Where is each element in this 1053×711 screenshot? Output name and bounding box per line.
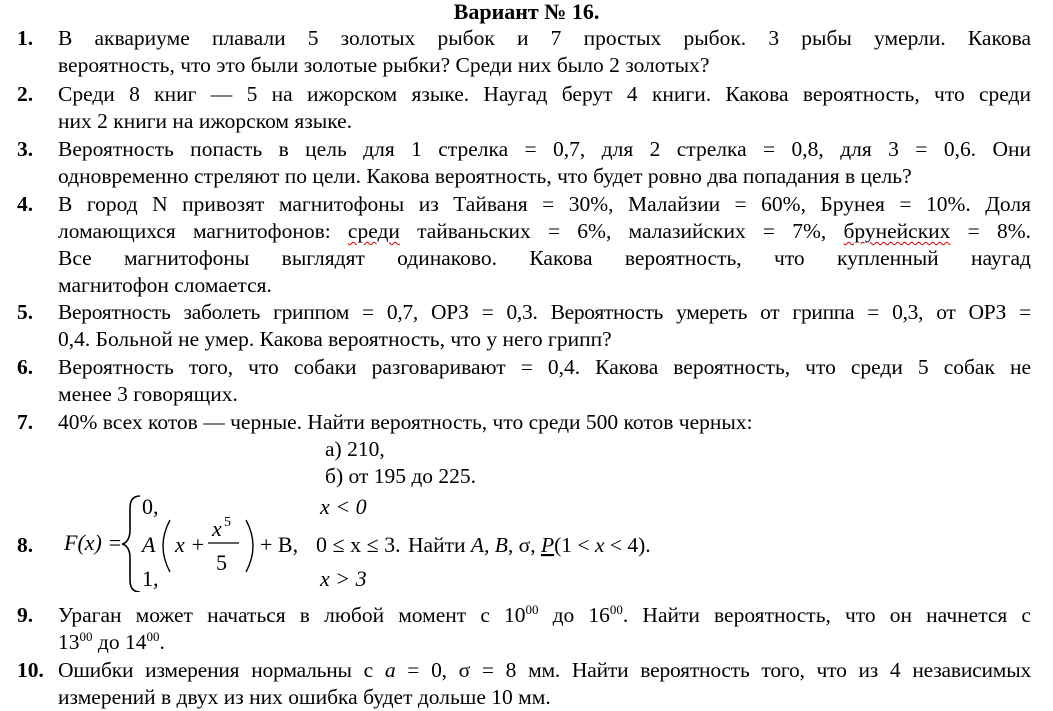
- spellcheck-word: среди: [347, 219, 400, 243]
- task-range-open: (1 <: [554, 533, 595, 557]
- fraction-denominator: 5: [216, 550, 227, 575]
- problem-number: 9.: [17, 603, 34, 627]
- superscript: 00: [609, 602, 623, 617]
- problem-text-line: Все магнитофоны выглядят одинаково. Какова вероятность, что купленный наугад: [58, 246, 1031, 270]
- piecewise-function-formula: [58, 492, 758, 592]
- problem-text-line: Среди 8 книг — 5 на ижорском языке. Наугад берут 4 книги. Какова вероятность, что среди: [58, 82, 1031, 106]
- page-title: Вариант № 16.: [453, 0, 600, 24]
- case1-value: 0,: [142, 494, 159, 519]
- formula-lhs: F(x) =: [64, 530, 123, 555]
- problem-number: 1.: [17, 26, 34, 50]
- text-fragment: . Найти вероятность, что он начнется с: [622, 603, 1031, 627]
- problem-text-line: менее 3 говорящих.: [58, 382, 238, 406]
- problem-number: 6.: [17, 355, 34, 379]
- text-fragment: ломающихся магнитофонов:: [58, 219, 348, 243]
- case2-tail: + B,: [260, 532, 299, 557]
- case2-condition: 0 ≤ x ≤ 3.: [316, 532, 401, 557]
- text-fragment: до 14: [92, 630, 147, 654]
- task-vars: A, B,: [470, 533, 514, 557]
- superscript: 00: [146, 629, 160, 644]
- problem-text-line: измерений в двух из них ошибка будет дольше 10 мм.: [58, 685, 551, 709]
- problem-subitem-b: б) от 195 до 225.: [325, 464, 477, 488]
- case2-x-term: x +: [175, 532, 206, 557]
- math-variable: a: [384, 658, 396, 682]
- task-variable: x: [594, 533, 605, 557]
- problem-text-line: одновременно стреляют по цели. Какова вероятность, что будет ровно два попадания в цель?: [58, 164, 912, 188]
- right-paren: [246, 520, 253, 572]
- spellcheck-word: брунейских: [843, 219, 951, 243]
- problem-text-line: В аквариуме плавали 5 золотых рыбок и 7 простых рыбок. 3 рыбы умерли. Какова: [58, 26, 1031, 50]
- problem-text-line: Вероятность попасть в цель для 1 стрелка = 0,7, для 2 стрелка = 0,8, для 3 = 0,6. Они: [58, 137, 1031, 161]
- text-fragment: = 8%.: [950, 219, 1031, 243]
- fraction-exponent: 5: [224, 515, 231, 530]
- problem-text-line: [58, 218, 1031, 245]
- left-paren: [163, 520, 170, 572]
- text-fragment: до 16: [538, 603, 610, 627]
- problem-text-line: Вероятность того, что собаки разговаривают = 0,4. Какова вероятность, что среди 5 собак не: [58, 355, 1031, 379]
- superscript: 00: [525, 602, 539, 617]
- task-prefix: Найти: [408, 533, 471, 557]
- case2-coefficient: A: [142, 532, 156, 557]
- text-fragment: Ураган может начаться в любой момент с 10: [58, 603, 526, 627]
- task-range-close: < 4).: [604, 533, 651, 557]
- problem-subitem-a: а) 210,: [325, 437, 385, 461]
- formula-task: [408, 533, 651, 557]
- problem-number: 10.: [17, 658, 44, 682]
- left-brace: [122, 496, 140, 592]
- problem-text-line: 40% всех котов — черные. Найти вероятность, что среди 500 котов черных:: [58, 410, 753, 434]
- fraction-numerator: x: [212, 516, 222, 541]
- task-probability: P: [540, 533, 555, 557]
- problem-number: 8.: [17, 533, 34, 557]
- problem-text-line: В город N привозят магнитофоны из Тайваня = 30%, Малайзии = 60%, Брунея = 10%. Доля: [58, 192, 1031, 216]
- problem-text-line: [58, 657, 1031, 684]
- case3-condition: x > 3: [320, 566, 367, 591]
- case3-value: 1,: [142, 566, 159, 591]
- problem-text-line: 0,4. Больной не умер. Какова вероятность, что у него грипп?: [58, 327, 612, 351]
- superscript: 00: [79, 629, 93, 644]
- problem-number: 5.: [17, 300, 34, 324]
- text-fragment: .: [159, 630, 165, 654]
- text-fragment: Ошибки измерения нормальны с: [58, 658, 385, 682]
- text-fragment: = 0, σ = 8 мм. Найти вероятность того, что из 4 независимых: [395, 658, 1031, 682]
- case1-condition: x < 0: [320, 494, 367, 519]
- text-fragment: 13: [58, 630, 80, 654]
- problem-text-line: них 2 книги на ижорском языке.: [58, 109, 353, 133]
- problem-text-line: магнитофон сломается.: [58, 273, 272, 297]
- problem-text-line: [58, 602, 1031, 629]
- problem-number: 3.: [17, 137, 34, 161]
- problem-text-line: [58, 629, 1031, 656]
- text-fragment: тайваньских = 6%, малазийских = 7%,: [399, 219, 844, 243]
- task-sigma: σ,: [513, 533, 541, 557]
- problem-text-line: Вероятность заболеть гриппом = 0,7, ОРЗ = 0,3. Вероятность умереть от гриппа = 0,3, от ОРЗ =: [58, 300, 1031, 324]
- problem-text-line: вероятность, что это были золотые рыбки? Среди них было 2 золотых?: [58, 53, 710, 77]
- problem-number: 2.: [17, 82, 34, 106]
- problem-number: 7.: [17, 410, 34, 434]
- problem-number: 4.: [17, 192, 34, 216]
